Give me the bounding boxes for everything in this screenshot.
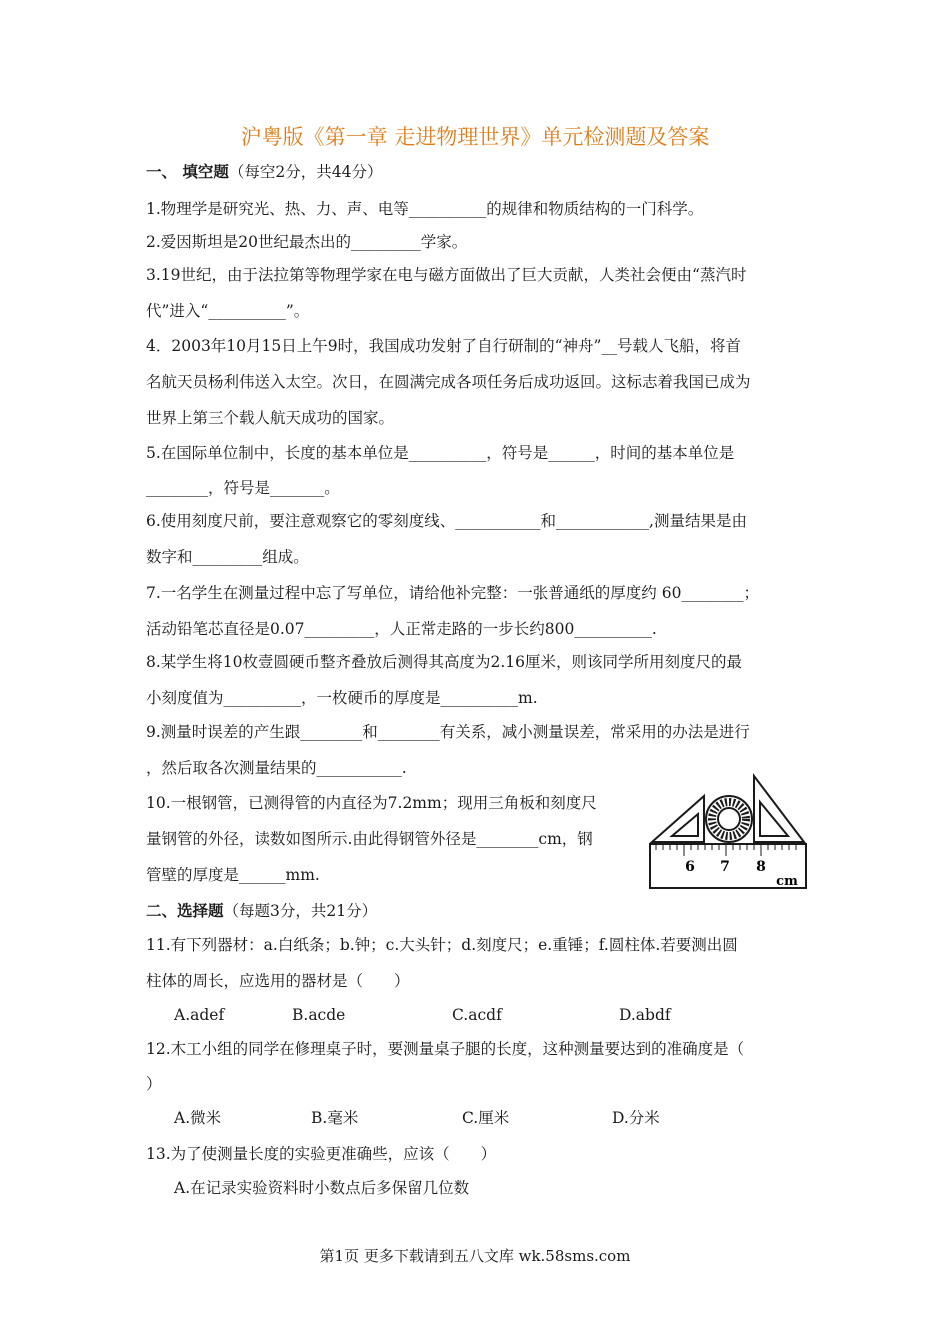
ruler-ticks — [656, 844, 796, 856]
question-5-line-1: 5.在国际单位制中，长度的基本单位是__________，符号是______，时间的基本单位是 — [146, 444, 735, 462]
section-1-label: 一、 填空题 — [146, 163, 229, 181]
page-footer: 第1页 更多下载请到五八文库 wk.58sms.com — [319, 1247, 631, 1265]
q13-option-a: A.在记录实验资料时小数点后多保留几位数 — [174, 1179, 470, 1197]
ruler-tick-label: 6 — [685, 859, 695, 875]
question-9-line-2: ，然后取各次测量结果的___________. — [146, 759, 407, 777]
question-4-line-2: 名航天员杨利伟送入太空。次日，在圆满完成各项任务后成功返回。这标志着我国已成为 — [146, 373, 751, 391]
q12-option-d: D.分米 — [612, 1109, 660, 1127]
q11-option-a: A.adef — [174, 1006, 225, 1024]
question-11-line-1: 11.有下列器材：a.白纸条；b.钟；c.大头针；d.刻度尺；e.重锤；f.圆柱体.若要测出圆 — [146, 936, 738, 954]
question-7-line-1: 7.一名学生在测量过程中忘了写单位，请给他补完整：一张普通纸的厚度约 60________； — [146, 584, 759, 602]
question-4-line-1: 4．2003年10月15日上午9时，我国成功发射了自行研制的“神舟”__号载人飞船，将首 — [146, 337, 741, 355]
section-2-note: （每题3分，共21分） — [223, 902, 378, 920]
section-1-heading — [146, 163, 383, 182]
q12-option-c: C.厘米 — [462, 1109, 510, 1127]
ruler-tick-label: 8 — [756, 859, 766, 875]
question-10-line-1: 10.一根钢管，已测得管的内直径为7.2mm；现用三角板和刻度尺 — [146, 794, 597, 812]
question-9-line-1: 9.测量时误差的产生跟________和________有关系，减小测量误差，常采用的办法是进行 — [146, 723, 750, 741]
right-triangle-icon — [754, 776, 804, 842]
question-8-line-1: 8.某学生将10枚壹圆硬币整齐叠放后测得其高度为2.16厘米，则该同学所用刻度尺的最 — [146, 653, 743, 671]
section-1-note: （每空2分，共44分） — [228, 163, 383, 181]
question-2: 2.爱因斯坦是20世纪最杰出的_________学家。 — [146, 233, 468, 251]
q11-option-d: D.abdf — [619, 1006, 671, 1024]
question-4-line-3: 世界上第三个载人航天成功的国家。 — [146, 409, 395, 427]
question-8-line-2: 小刻度值为__________，一枚硬币的厚度是__________m. — [146, 689, 538, 707]
question-12-line-2: ） — [146, 1075, 162, 1093]
ruler-unit-label: cm — [776, 874, 798, 889]
pipe-inner-icon — [718, 808, 740, 830]
question-11-line-2: 柱体的周长，应选用的器材是（ ） — [146, 972, 410, 990]
ruler-triangles-figure — [648, 772, 808, 890]
question-5-line-2: ________，符号是_______。 — [146, 479, 340, 497]
ruler-tick-label: 7 — [720, 859, 730, 875]
question-10-line-2: 量钢管的外径，读数如图所示.由此得钢管外径是________cm，钢 — [146, 830, 593, 848]
section-2-label: 二、选择题 — [146, 902, 224, 920]
question-7-line-2: 活动铅笔芯直径是0.07_________，人正常走路的一步长约800__________. — [146, 620, 657, 638]
question-6-line-2: 数字和_________组成。 — [146, 548, 309, 566]
left-triangle-inner-icon — [672, 814, 698, 836]
question-13: 13.为了使测量长度的实验更准确些，应该（ ） — [146, 1145, 497, 1163]
question-3-line-2: 代”进入“__________”。 — [146, 302, 310, 320]
question-12-line-1: 12.木工小组的同学在修理桌子时，要测量桌子腿的长度，这种测量要达到的准确度是（ — [146, 1040, 745, 1058]
question-10-line-3: 管壁的厚度是______mm. — [146, 866, 320, 884]
section-2-heading — [146, 902, 377, 921]
page-title: 沪粤版《第一章 走进物理世界》单元检测题及答案 — [240, 125, 710, 149]
question-3-line-1: 3.19世纪，由于法拉第等物理学家在电与磁方面做出了巨大贡献，人类社会便由“蒸汽时 — [146, 266, 747, 284]
q11-option-c: C.acdf — [452, 1006, 502, 1024]
question-6-line-1: 6.使用刻度尺前，要注意观察它的零刻度线、___________和____________,测量结果是由 — [146, 512, 747, 530]
q11-option-b: B.acde — [292, 1006, 346, 1024]
right-triangle-inner-icon — [760, 802, 788, 836]
question-1: 1.物理学是研究光、热、力、声、电等__________的规律和物质结构的一门科学。 — [146, 200, 704, 218]
q12-option-b: B.毫米 — [311, 1109, 359, 1127]
q12-option-a: A.微米 — [174, 1109, 222, 1127]
